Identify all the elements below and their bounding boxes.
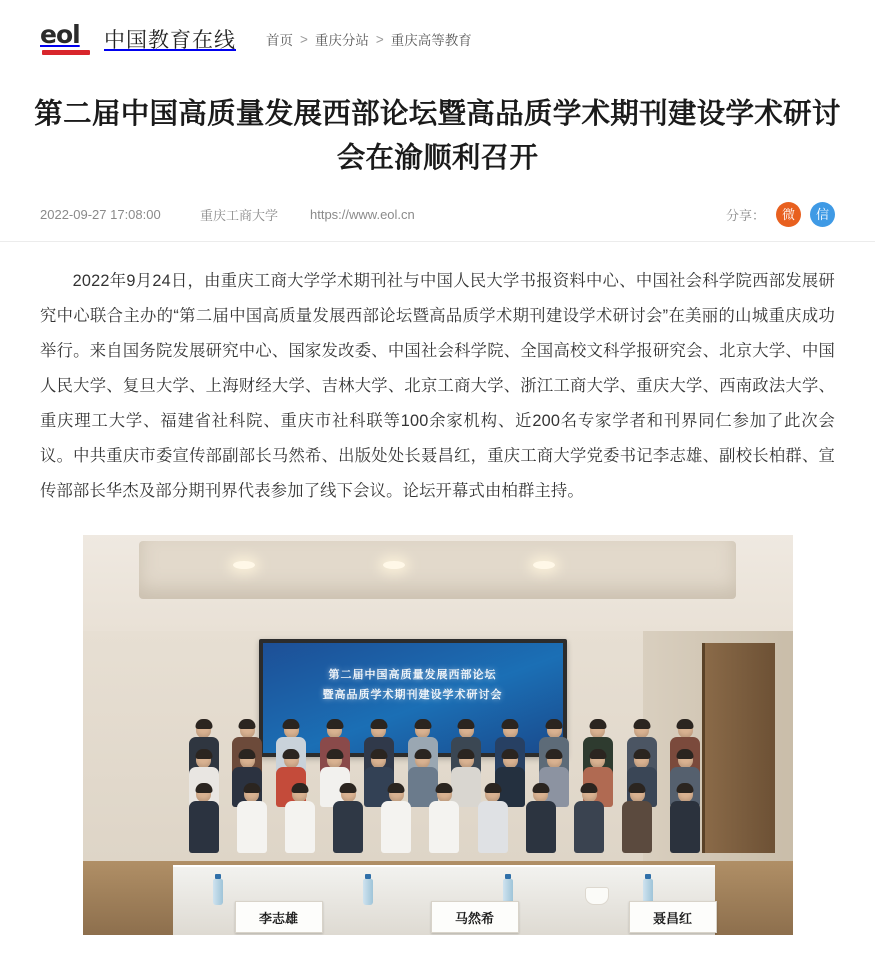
photo-person: [572, 785, 606, 853]
photo-person: [476, 785, 510, 853]
breadcrumb-item-higher-education[interactable]: 重庆高等教育: [390, 33, 472, 48]
breadcrumb-item-chongqing[interactable]: 重庆分站: [314, 33, 369, 48]
photo-nameplate: 聂昌红: [629, 901, 717, 933]
eol-logo-text: eol: [40, 20, 80, 49]
photo-person: [620, 785, 654, 853]
photo-ceiling-light: [233, 561, 255, 569]
article-body: [0, 242, 875, 531]
photo-person: [668, 785, 702, 853]
breadcrumb-item-home[interactable]: 首页: [266, 33, 293, 48]
breadcrumb-separator: >: [375, 31, 384, 47]
eol-logo-icon: [40, 22, 98, 56]
weibo-glyph: 微: [781, 207, 795, 222]
share-weibo-icon[interactable]: [776, 202, 801, 227]
photo-screen-line1: 第二届中国高质量发展西部论坛: [328, 669, 497, 681]
article-photo-wrap: [0, 531, 875, 955]
photo-water-bottle: [363, 879, 373, 905]
share-weixin-icon[interactable]: [810, 202, 835, 227]
publish-date: 2022-09-27 17:08:00: [40, 207, 161, 222]
photo-nameplate: 马然希: [431, 901, 519, 933]
photo-screen-line2: 暨高品质学术期刊建设学术研讨会: [322, 689, 503, 701]
photo-nameplate: 李志雄: [235, 901, 323, 933]
photo-person: [187, 785, 221, 853]
photo-screen-text: [263, 665, 563, 705]
share-label: 分享：: [725, 208, 765, 223]
site-name-label: 中国教育在线: [104, 29, 236, 52]
photo-teacup: [585, 887, 609, 905]
photo-person: [331, 785, 365, 853]
photo-person: [379, 785, 413, 853]
photo-water-bottle: [213, 879, 223, 905]
site-header: [0, 0, 875, 78]
photo-person: [427, 785, 461, 853]
photo-head-table: [173, 865, 715, 935]
photo-person: [524, 785, 558, 853]
weixin-glyph: 信: [815, 207, 829, 222]
photo-crowd-row-front: [187, 785, 703, 853]
photo-ceiling-light: [383, 561, 405, 569]
photo-person: [283, 785, 317, 853]
article-source: 重庆工商大学: [200, 208, 279, 223]
photo-ceiling-light: [533, 561, 555, 569]
photo-ceiling-panel: [139, 541, 735, 599]
conference-group-photo: [83, 535, 793, 935]
photo-person: [235, 785, 269, 853]
article-paragraph: 2022年9月24日，由重庆工商大学学术期刊社与中国人民大学书报资料中心、中国社会科学院西部发展研究中心联合主办的“第二届中国高质量发展西部论坛暨高品质学术期刊建设学术研讨会”在美丽的山城重庆成功举行。来自国务院发展研究中心、国家发改委、中国社会科学院、全国高校文科学报研究会、北京大学、中国人民大学、复旦大学、上海财经大学、吉林大学、北京工商大学、浙江工商大学、重庆大学、西南政法大学、重庆理工大学、福建省社科院、重庆市社科联等100余家机构、近200名专家学者和刊界同仁参加了此次会议。中共重庆市委宣传部副部长马然希、出版处处长聂昌红，重庆工商大学党委书记李志雄、副校长柏群、宣传部部长华杰及部分期刊界代表参加了线下会议。论坛开幕式由柏群主持。: [40, 272, 835, 500]
photo-ceiling: [83, 535, 793, 631]
breadcrumb-separator: >: [300, 31, 308, 47]
photo-door: [702, 643, 775, 853]
article-meta-row: [0, 186, 875, 242]
article-url: https://www.eol.cn: [310, 207, 415, 222]
share-zone: [726, 202, 835, 227]
breadcrumb: [266, 29, 472, 49]
eol-logo-bar: [42, 50, 90, 55]
page-title: 第二届中国高质量发展西部论坛暨高品质学术期刊建设学术研讨会在渝顺利召开: [34, 98, 841, 174]
site-logo[interactable]: [40, 22, 236, 56]
